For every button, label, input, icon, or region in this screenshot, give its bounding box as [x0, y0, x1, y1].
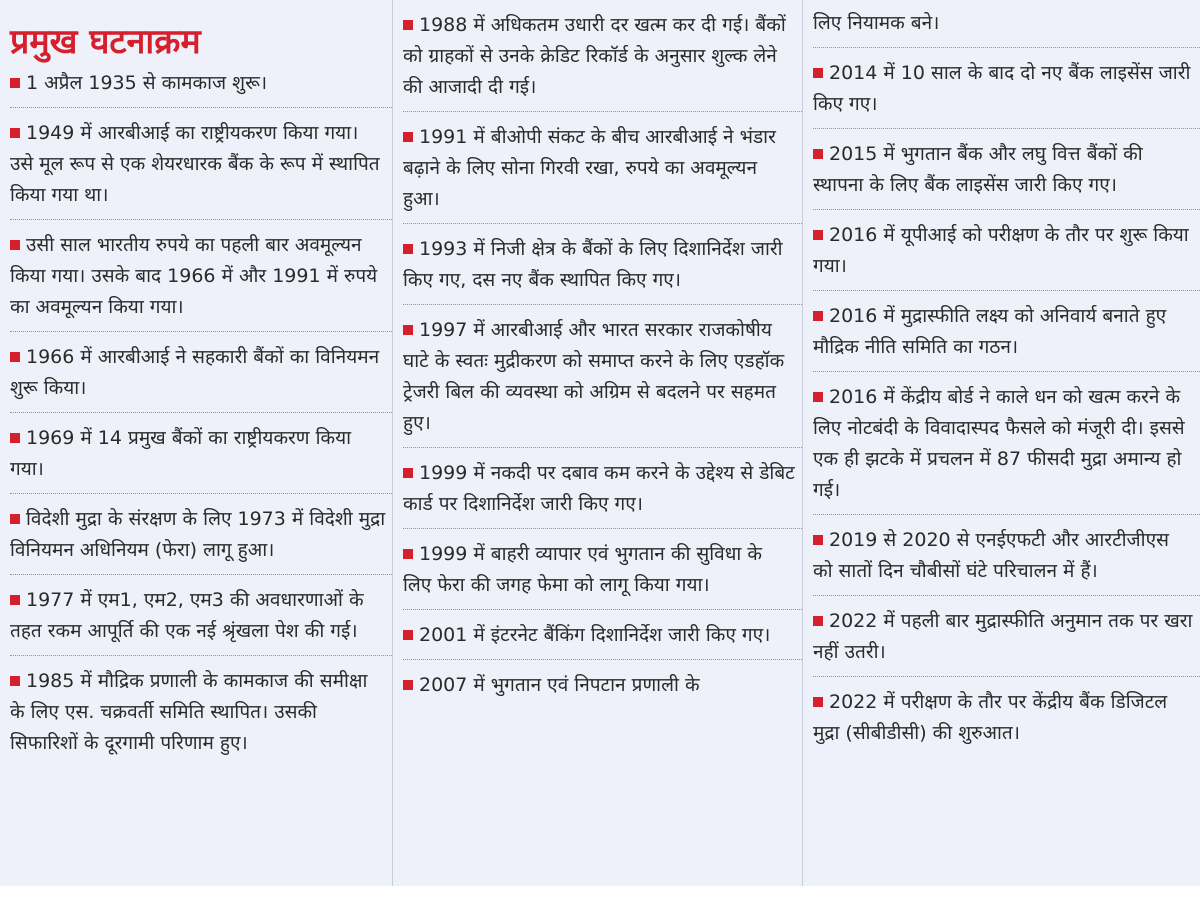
- bullet-icon: [10, 128, 20, 138]
- bullet-icon: [813, 535, 823, 545]
- bullet-icon: [813, 311, 823, 321]
- list-item: [10, 423, 392, 494]
- list-item-text: 2022 में परीक्षण के तौर पर केंद्रीय बैंक डिजिटल मुद्रा (सीबीडीसी) की शुरुआत।: [813, 691, 1168, 744]
- bullet-icon: [403, 549, 413, 559]
- list-item-text: 2001 में इंटरनेट बैंकिंग दिशानिर्देश जारी किए गए।: [419, 624, 771, 646]
- bullet-icon: [403, 680, 413, 690]
- list-item-text: 2007 में भुगतान एवं निपटान प्रणाली के: [419, 674, 700, 696]
- list-item-text: उसी साल भारतीय रुपये का पहली बार अवमूल्यन किया गया। उसके बाद 1966 में और 1991 में रुपये का अवमूल्यन किया गया।: [10, 234, 378, 318]
- list-item: [403, 234, 802, 305]
- list-item: [813, 606, 1200, 677]
- bullet-icon: [403, 20, 413, 30]
- bullet-icon: [10, 595, 20, 605]
- page-title: प्रमुख घटनाक्रम: [10, 22, 201, 62]
- bullet-icon: [813, 616, 823, 626]
- column-1: [6, 0, 392, 900]
- list-item: [10, 230, 392, 332]
- bullet-icon: [403, 132, 413, 142]
- list-item: [813, 301, 1200, 372]
- bullet-icon: [10, 352, 20, 362]
- bullet-icon: [813, 149, 823, 159]
- list-item: [813, 687, 1200, 757]
- list-item-text: 2016 में मुद्रास्फीति लक्ष्य को अनिवार्य बनाते हुए मौद्रिक नीति समिति का गठन।: [813, 305, 1167, 358]
- bottom-margin: [0, 886, 1200, 900]
- bullet-icon: [403, 244, 413, 254]
- list-item: [403, 670, 802, 709]
- list-item-text: 2016 में यूपीआई को परीक्षण के तौर पर शुरू किया गया।: [813, 224, 1189, 277]
- list-item-text: 2014 में 10 साल के बाद दो नए बैंक लाइसेंस जारी किए गए।: [813, 62, 1191, 115]
- bullet-icon: [403, 325, 413, 335]
- list-item: [403, 122, 802, 224]
- list-item: [10, 118, 392, 220]
- bullet-icon: [813, 392, 823, 402]
- list-item-text: 1977 में एम1, एम2, एम3 की अवधारणाओं के तहत रकम आपूर्ति की एक नई श्रृंखला पेश की गई।: [10, 589, 364, 642]
- list-item-text: 1988 में अधिकतम उधारी दर खत्म कर दी गई। बैंकों को ग्राहकों से उनके क्रेडिट रिकॉर्ड के अनुसार शुल्क लेने की आजादी दी गई।: [403, 14, 786, 98]
- bullet-icon: [813, 68, 823, 78]
- list-item-text: 1993 में निजी क्षेत्र के बैंकों के लिए दिशानिर्देश जारी किए गए, दस नए बैंक स्थापित किए गए।: [403, 238, 783, 291]
- list-item: [813, 382, 1200, 515]
- list-item: [403, 315, 802, 448]
- list-item: [10, 666, 392, 767]
- list-item-text: विदेशी मुद्रा के संरक्षण के लिए 1973 में विदेशी मुद्रा विनियमन अधिनियम (फेरा) लागू हुआ।: [10, 508, 386, 561]
- bullet-icon: [10, 78, 20, 88]
- list-item-text: 1991 में बीओपी संकट के बीच आरबीआई ने भंडार बढ़ाने के लिए सोना गिरवी रखा, रुपये का अवमूल्यन हुआ।: [403, 126, 776, 210]
- list-item-text: 2016 में केंद्रीय बोर्ड ने काले धन को खत्म करने के लिए नोटबंदी के विवादास्पद फैसले को मंजूरी दी। इससे एक ही झटके में प्रचलन में 87 फीसदी मुद्रा अमान्य हो गई।: [813, 386, 1185, 501]
- list-item: [10, 68, 392, 108]
- list-item-text: 1999 में बाहरी व्यापार एवं भुगतान की सुविधा के लिए फेरा की जगह फेमा को लागू किया गया।: [403, 543, 762, 596]
- list-item: [10, 585, 392, 656]
- list-item: [813, 220, 1200, 291]
- list-item-text: 1966 में आरबीआई ने सहकारी बैंकों का विनियमन शुरू किया।: [10, 346, 380, 399]
- list-item-text: 1997 में आरबीआई और भारत सरकार राजकोषीय घाटे के स्वतः मुद्रीकरण को समाप्त करने के लिए एडहॉक ट्रेजरी बिल की व्यवस्था को अग्रिम से बदलने पर सहमत हुए।: [403, 319, 785, 434]
- bullet-icon: [10, 676, 20, 686]
- list-item-text: 1949 में आरबीआई का राष्ट्रीयकरण किया गया। उसे मूल रूप से एक शेयरधारक बैंक के रूप में स्थापित किया गया था।: [10, 122, 380, 206]
- list-item-text: 2019 से 2020 से एनईएफटी और आरटीजीएस को सातों दिन चौबीसों घंटे परिचालन में हैं।: [813, 529, 1169, 582]
- list-item-text: लिए नियामक बने।: [813, 12, 940, 34]
- bullet-icon: [403, 468, 413, 478]
- bullet-icon: [10, 514, 20, 524]
- list-item-text: 1999 में नकदी पर दबाव कम करने के उद्देश्य से डेबिट कार्ड पर दिशानिर्देश जारी किए गए।: [403, 462, 795, 515]
- list-item-text: 2022 में पहली बार मुद्रास्फीति अनुमान तक पर खरा नहीं उतरी।: [813, 610, 1193, 663]
- list-item: [403, 620, 802, 660]
- list-item-text: 1985 में मौद्रिक प्रणाली के कामकाज की समीक्षा के लिए एस. चक्रवर्ती समिति स्थापित। उसकी सिफारिशों के दूरगामी परिणाम हुए।: [10, 670, 368, 754]
- list-item-text: 1969 में 14 प्रमुख बैंकों का राष्ट्रीयकरण किया गया।: [10, 427, 352, 480]
- column-3: [802, 0, 1200, 900]
- list-item: [813, 525, 1200, 596]
- bullet-icon: [813, 230, 823, 240]
- column-2: [392, 0, 802, 900]
- list-item-text: 2015 में भुगतान बैंक और लघु वित्त बैंकों की स्थापना के लिए बैंक लाइसेंस जारी किए गए।: [813, 143, 1143, 196]
- list-item: [813, 58, 1200, 129]
- list-item-continuation: [813, 8, 1200, 48]
- bullet-icon: [10, 240, 20, 250]
- list-item: [403, 10, 802, 112]
- list-item: [403, 458, 802, 529]
- list-item: [403, 539, 802, 610]
- list-item: [10, 342, 392, 413]
- list-item: [813, 139, 1200, 210]
- bullet-icon: [813, 697, 823, 707]
- bullet-icon: [403, 630, 413, 640]
- bullet-icon: [10, 433, 20, 443]
- list-item-text: 1 अप्रैल 1935 से कामकाज शुरू।: [26, 72, 268, 94]
- list-item: [10, 504, 392, 575]
